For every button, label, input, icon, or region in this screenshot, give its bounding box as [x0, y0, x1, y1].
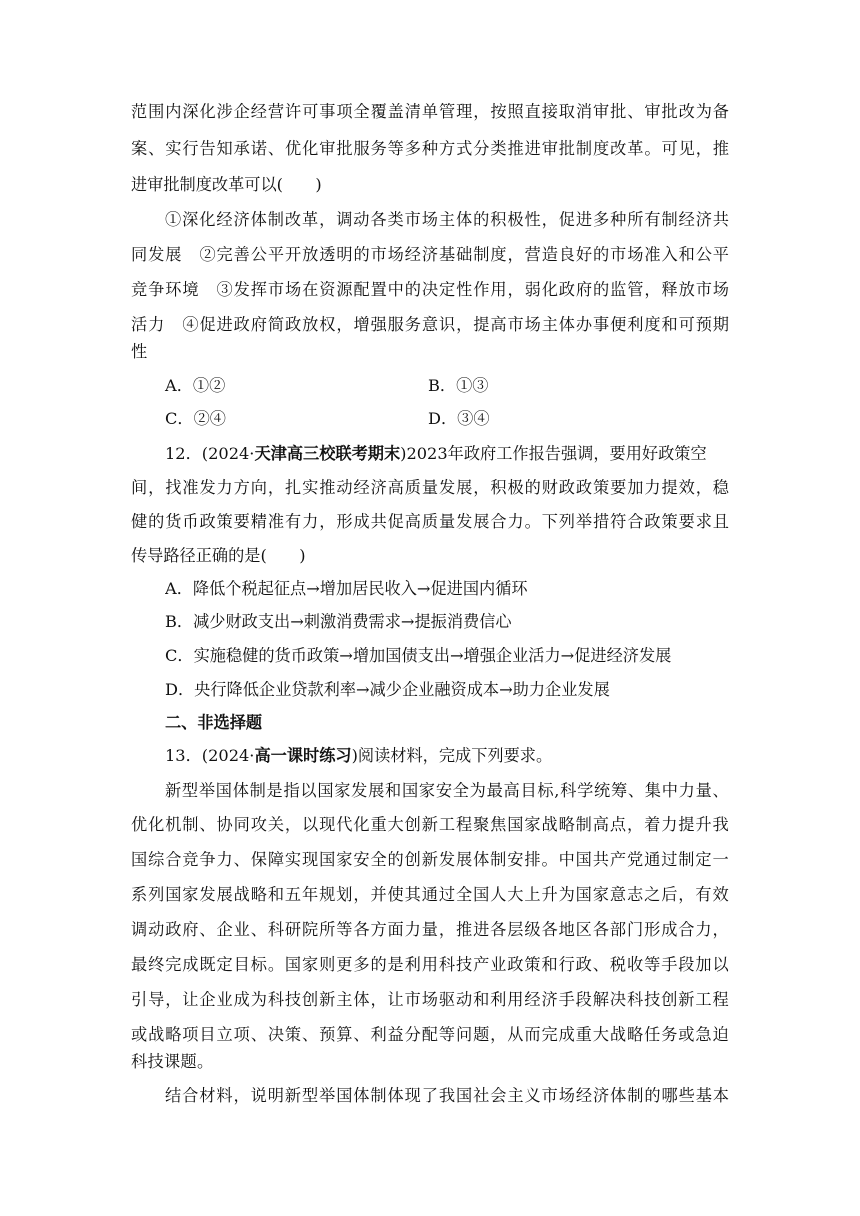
q11-option-d: D．③④ — [428, 409, 490, 428]
q12-option-a: A．降低个税起征点→增加居民收入→促进国内循环 — [165, 579, 528, 598]
q12-stem-line-3: 健的货币政策要精准有力，形成共促高质量发展合力。下列举措符合政策要求且 — [131, 512, 729, 531]
q11-stem-line-3: 进审批制度改革可以( ) — [131, 175, 322, 194]
q13-stem-tail: )阅读材料，完成下列要求。 — [351, 746, 553, 765]
q13-number: 13．(2024· — [165, 746, 255, 765]
q13-material-line-7: 引导，让企业成为科技创新主体，让市场驱动和利用经济手段解决科技创新工程 — [131, 990, 729, 1009]
q12-stem-line-1 — [165, 443, 729, 465]
q11-option-b: B．①③ — [428, 376, 489, 395]
q11-option-a: A．①② — [165, 376, 226, 395]
q13-material-line-6: 最终完成既定目标。国家则更多的是利用科技产业政策和行政、税收等手段加以 — [131, 955, 729, 974]
q13-question-line: 结合材料，说明新型举国体制体现了我国社会主义市场经济体制的哪些基本 — [165, 1086, 729, 1105]
q13-stem — [165, 745, 729, 767]
q13-material-line-2: 优化机制、协同攻关，以现代化重大创新工程聚焦国家战略制高点，着力提升我 — [131, 815, 729, 834]
q11-statement-line-5: 性 — [131, 342, 148, 361]
q13-material-line-8: 或战略项目立项、决策、预算、利益分配等问题，从而完成重大战略任务或急迫 — [131, 1025, 729, 1044]
q12-stem-line-4: 传导路径正确的是( ) — [131, 546, 306, 565]
q13-material-line-1: 新型举国体制是指以国家发展和国家安全为最高目标,科学统筹、集中力量、 — [165, 781, 729, 800]
q12-source: 天津高三校联考期末 — [254, 444, 401, 463]
section-title: 二、非选择题 — [165, 713, 263, 732]
q12-option-d: D．央行降低企业贷款利率→减少企业融资成本→助力企业发展 — [165, 680, 610, 699]
q11-stem-line-1: 范围内深化涉企经营许可事项全覆盖清单管理，按照直接取消审批、审批改为备 — [131, 102, 729, 121]
q13-source: 高一课时练习 — [254, 746, 352, 765]
q12-option-b: B．减少财政支出→刺激消费需求→提振消费信心 — [165, 612, 512, 631]
q11-statement-line-3: 竞争环境 ③发挥市场在资源配置中的决定性作用，弱化政府的监管，释放市场 — [131, 280, 729, 299]
q13-material-line-4: 系列国家发展战略和五年规划，并使其通过全国人大上升为国家意志之后，有效 — [131, 885, 729, 904]
q11-option-c: C．②④ — [165, 409, 226, 428]
q12-stem-first: )2023年政府工作报告强调，要用好政策空 — [400, 444, 707, 463]
q11-statement-line-1: ①深化经济体制改革，调动各类市场主体的积极性，促进多种所有制经济共 — [165, 210, 729, 229]
q11-statement-line-4: 活力 ④促进政府简政放权，增强服务意识，提高市场主体办事便利度和可预期 — [131, 315, 729, 334]
q13-material-line-5: 调动政府、企业、科研院所等各方面力量，推进各层级各地区各部门形成合力， — [131, 920, 729, 939]
q13-material-line-3: 国综合竞争力、保障实现国家安全的创新发展体制安排。中国共产党通过制定一 — [131, 850, 729, 869]
q13-material-line-9: 科技课题。 — [131, 1052, 214, 1071]
q12-stem-line-2: 间，找准发力方向，扎实推动经济高质量发展，积极的财政政策要加力提效，稳 — [131, 478, 729, 497]
q12-number: 12．(2024· — [165, 444, 255, 463]
q11-stem-line-2: 案、实行告知承诺、优化审批服务等多种方式分类推进审批制度改革。可见，推 — [131, 139, 729, 158]
q11-statement-line-2: 同发展 ②完善公平开放透明的市场经济基础制度，营造良好的市场准入和公平 — [131, 245, 729, 264]
q12-option-c: C．实施稳健的货币政策→增加国债支出→增强企业活力→促进经济发展 — [165, 646, 672, 665]
